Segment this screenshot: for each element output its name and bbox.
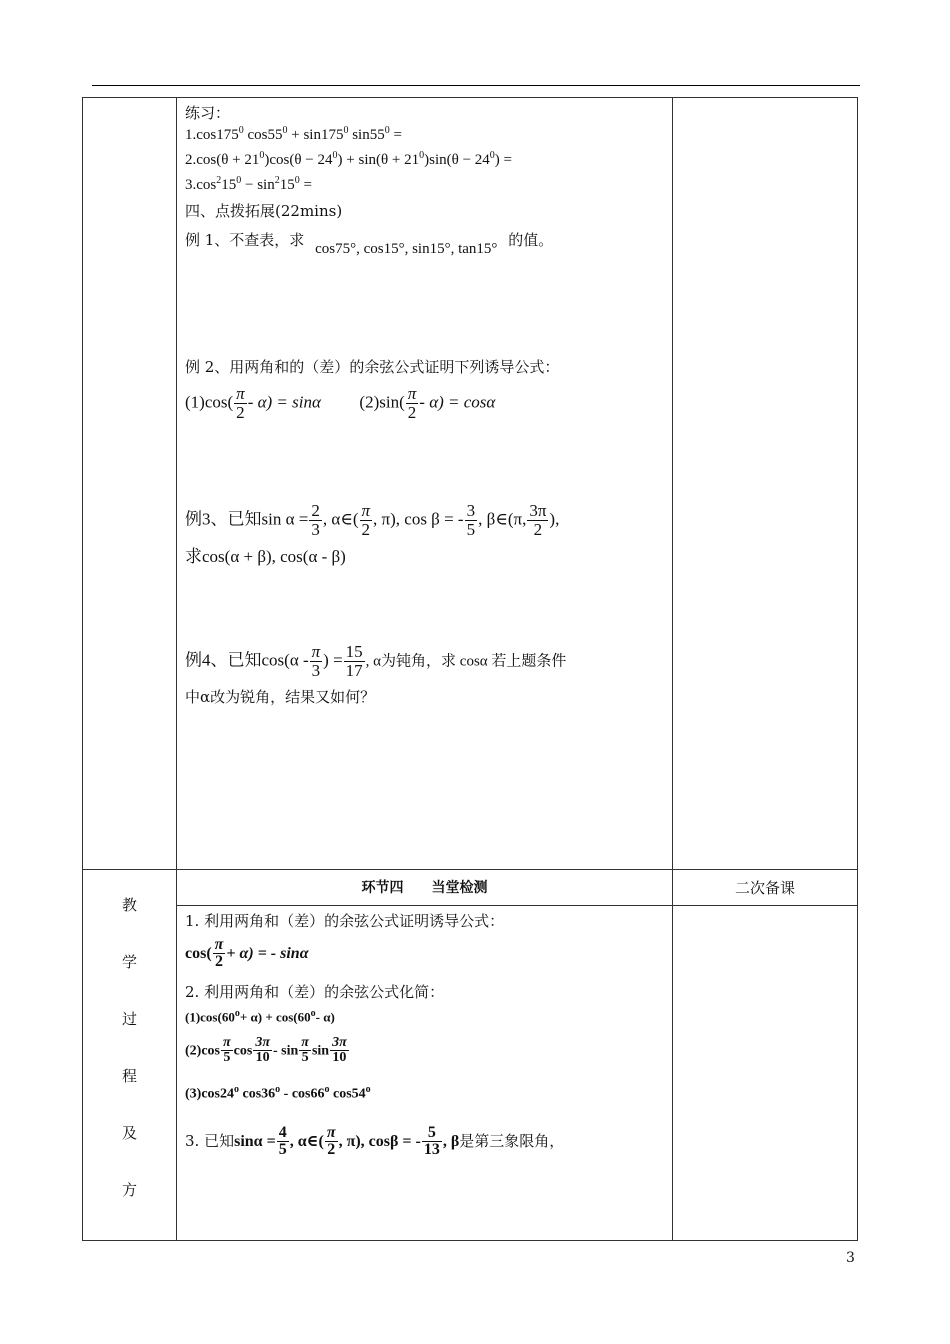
side-label: 教 学 过 程 及 方 [83, 870, 177, 1241]
question-1: 1. 利用两角和（差）的余弦公式证明诱导公式： [185, 911, 505, 930]
question-2-3: (3)cos24$^o$ cos36$^o$ - cos66$^o$ cos54$^o$ [185, 1083, 371, 1102]
section-4-title: 四、点拨拓展(22mins) [185, 202, 343, 220]
right-cell-bottom [673, 905, 858, 1240]
example-3-ask: 求cos(α + β), cos(α - β) [185, 547, 346, 567]
right-header: 二次备课 [673, 870, 858, 906]
question-2-1: $(1)\cos(60^o+ \alpha) + \cos(60^o-$ α) [185, 1008, 335, 1025]
practice-title: 练习： [185, 104, 231, 122]
section-header: 环节四 当堂检测 [177, 870, 673, 906]
content-cell-top [177, 98, 673, 870]
page-number: 3 [846, 1250, 855, 1266]
example-2: 例 2、用两角和的（差）的余弦公式证明下列诱导公式： [185, 358, 560, 376]
question-3: 3. 已知sinα = $\frac{4}{5}$ , α∈( $\frac{\pi}{2}$ , π), cosβ = - $\frac{5}{13}$ , β是第三象限角， [185, 1123, 565, 1159]
practice-3: $3.\cos^215^0 - \sin^215^0$ = [185, 175, 312, 193]
example-1: 例 1、不查表，求 cos75°, cos15°, sin15°, tan15° 的值。 [185, 231, 554, 257]
lesson-table [82, 97, 858, 1241]
example-3: 例3、已知sin α = $\frac{2}{3}$ , α∈( $\frac{\pi}{2}$ , π), cos β = - $\frac{3}{5}$ , β∈(π, $\frac{3\pi}{2}$ ), [185, 500, 560, 539]
question-2: 2. 利用两角和（差）的余弦公式化简： [185, 983, 445, 1002]
question-2-2: (2)cos $\frac{\pi}{5}$ cos $\frac{3\pi}{10}$ - sin $\frac{\pi}{5}$ sin $\frac{3\pi}{10}$ [185, 1034, 347, 1066]
example-2-formulas: (1)cos( $\frac{\pi}{2}$ - α) = sinα (2)sin( $\frac{\pi}{2}$ - α) = cosα [185, 384, 496, 422]
example-4-variant: 中α改为锐角，结果又如何？ [185, 688, 376, 707]
practice-2: $2.\cos(\theta + 21^0)\cos(\theta - 24^0) + \sin(\theta + 21^0)\sin(\theta - 24^0)$ = [185, 150, 512, 168]
header-rule [92, 85, 860, 86]
right-cell-top [673, 98, 858, 870]
practice-1: $1.\cos 175^0$ $\cos 55^0 + \sin 175^0$ $\sin 55^0$ = [185, 125, 402, 143]
example-4: 例4、已知cos(α - $\frac{\pi}{3}$ ) = $\frac{15}{17}$ , α为钝角，求 cosα 若上题条件 [185, 642, 567, 681]
left-cell-top [83, 98, 177, 870]
question-1-formula: cos( $\frac{\pi}{2}$ + α) = - sinα [185, 935, 309, 971]
content-cell-bottom [177, 905, 673, 1240]
